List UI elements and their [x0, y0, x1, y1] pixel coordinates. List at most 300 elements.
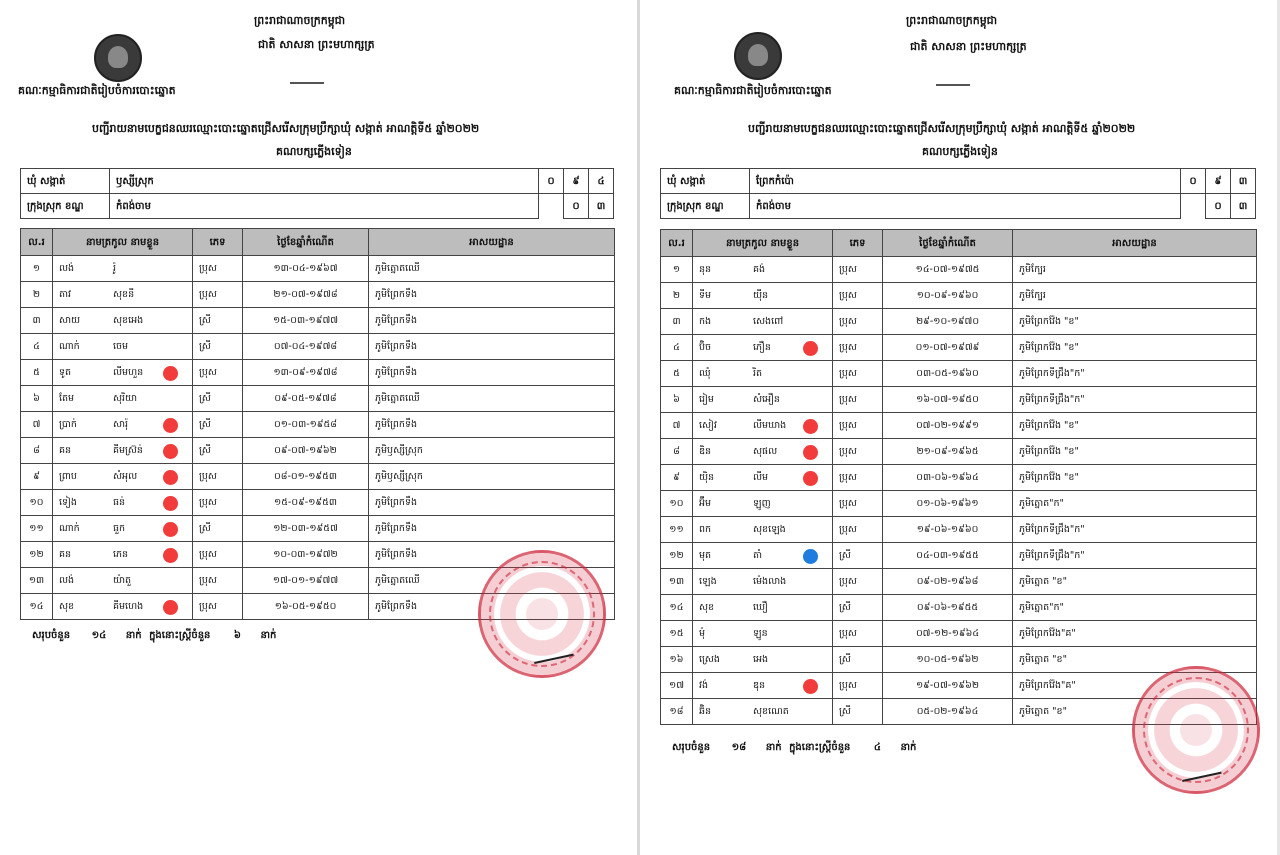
document-title: បញ្ជីរាយនាមបេក្ខជនឈរឈ្មោះបោះឆ្នោតជ្រើសរើសក្រុមប្រឹក្សាឃុំ សង្កាត់ អាណត្តិទី៥ ឆ្នាំ២០២២ [748, 122, 1136, 135]
surname: ប្រាក់ [59, 418, 77, 430]
candidate-name [693, 335, 833, 361]
address: ភូមិត្នោត"ក" [1013, 491, 1257, 517]
address: ភូមិឫស្សីស្រុក [369, 438, 615, 464]
kingdom-heading: ព្រះរាជាណាចក្រកម្ពុជា [906, 14, 998, 27]
date-of-birth: ១៧-០១-១៩៧៧ [243, 568, 369, 594]
sex: ស្រី [833, 699, 883, 725]
candidate-name [53, 282, 193, 308]
red-dot-marker-icon [803, 341, 818, 356]
sex: ប្រុស [193, 594, 243, 620]
address: ភូមិព្រែកវ៉ែង "ខ" [1013, 413, 1257, 439]
red-dot-marker-icon [163, 496, 178, 511]
sex: ស្រី [193, 386, 243, 412]
document-page-right [640, 0, 1277, 855]
motto-heading: ជាតិ សាសនា ព្រះមហាក្សត្រ [910, 40, 1027, 53]
candidate-name [53, 386, 193, 412]
date-of-birth: ០១-០៦-១៩៦១ [883, 491, 1013, 517]
table-row [21, 308, 615, 334]
row-number: ៩ [21, 464, 53, 490]
address: ភូមិព្រែកទឹង [369, 412, 615, 438]
sex: ប្រុស [833, 621, 883, 647]
document-title: បញ្ជីរាយនាមបេក្ខជនឈរឈ្មោះបោះឆ្នោតជ្រើសរើសក្រុមប្រឹក្សាឃុំ សង្កាត់ អាណត្តិទី៥ ឆ្នាំ២០២២ [92, 122, 480, 135]
address: ភូមិព្រែកទឹង [369, 594, 615, 620]
sex: ប្រុស [193, 568, 243, 594]
red-dot-marker-icon [803, 679, 818, 694]
row-number: ១០ [661, 491, 693, 517]
candidate-name [53, 542, 193, 568]
table-row [21, 464, 615, 490]
given-name: គង់ [753, 263, 766, 275]
address: ភូមិក្បែរ [1013, 257, 1257, 283]
row-number: ៥ [661, 361, 693, 387]
given-name: សុខឡេង [753, 523, 786, 535]
document-page-left [0, 0, 637, 855]
date-of-birth: ១២-០៣-១៩៥៧ [243, 516, 369, 542]
district-value: កំពង់ចាម [110, 194, 539, 219]
surname: វង់ [699, 679, 709, 691]
date-of-birth: ០៩-០៥-១៩៧៨ [243, 386, 369, 412]
candidate-name [693, 543, 833, 569]
date-of-birth: ០៣-០៥-១៩៦០ [883, 361, 1013, 387]
sex: ប្រុស [833, 283, 883, 309]
given-name: សេងពៅ [753, 315, 784, 327]
surname: ពក [699, 523, 712, 535]
candidate-table [660, 229, 1257, 725]
surname: ទូត [59, 366, 72, 378]
table-row [661, 465, 1257, 491]
surname: តាវ [59, 288, 72, 300]
table-row [661, 517, 1257, 543]
row-number: ៩ [661, 465, 693, 491]
row-number: ១៧ [661, 673, 693, 699]
surname: ឈុំ [699, 367, 711, 379]
surname: ម៉ុ [699, 627, 706, 639]
candidate-name [693, 361, 833, 387]
candidate-name [693, 569, 833, 595]
sex: ប្រុស [833, 257, 883, 283]
surname: ណាក់ [59, 340, 80, 352]
column-header-address: អាសយដ្ឋាន [1013, 230, 1257, 257]
surname: គន [59, 548, 72, 560]
row-number: ៥ [21, 360, 53, 386]
summary-unit: នាក់ [765, 742, 782, 753]
given-name: គីមហេង [113, 600, 144, 612]
surname: ទីម [699, 289, 712, 301]
date-of-birth: ២៩-១០-១៩៧០ [883, 309, 1013, 335]
row-number: ៦ [661, 387, 693, 413]
date-of-birth: ០៧-០២-១៩៩១ [883, 413, 1013, 439]
table-row [661, 595, 1257, 621]
date-of-birth: ១០-០៩-១៩៦០ [883, 283, 1013, 309]
address: ភូមិត្នោតឈើ [369, 568, 615, 594]
sex: ស្រី [193, 412, 243, 438]
address: ភូមិព្រែកទឹង [369, 360, 615, 386]
sex: ស្រី [833, 543, 883, 569]
given-name: គីមស្រ៊ន់ [113, 444, 143, 456]
sex: ប្រុស [833, 439, 883, 465]
address: ភូមិត្នោតឈើ [369, 386, 615, 412]
surname: ឡេង [699, 575, 717, 587]
candidate-name [53, 594, 193, 620]
sex: ប្រុស [833, 673, 883, 699]
table-row [661, 283, 1257, 309]
table-row [661, 309, 1257, 335]
given-name: រិត [753, 367, 763, 379]
address: ភូមិព្រែកវ៉ែង "ខ" [1013, 335, 1257, 361]
address: ភូមិព្រែកទីជ្រឹង"ក" [1013, 543, 1257, 569]
table-row [21, 282, 615, 308]
candidate-name [53, 516, 193, 542]
table-row [21, 412, 615, 438]
column-header-dob: ថ្ងៃខែឆ្នាំកំណើត [883, 230, 1013, 257]
summary-unit: នាក់ [125, 630, 142, 641]
given-name: ម៉េងលាង [753, 575, 787, 587]
candidate-name [693, 465, 833, 491]
surname: យ៉ិន [699, 471, 715, 483]
address: ភូមិព្រែកទឹង [369, 282, 615, 308]
district-label: ក្រុងស្រុក ខណ្ឌ [21, 194, 110, 219]
summary-line [32, 628, 276, 643]
row-number: ១៨ [661, 699, 693, 725]
date-of-birth: ១៦-០៧-១៩៥០ [883, 387, 1013, 413]
given-name: សុខអេង [113, 314, 144, 326]
address: ភូមិត្នោតឈើ [369, 256, 615, 282]
commission-name: គណៈកម្មាធិការជាតិរៀបចំការបោះឆ្នោត [18, 84, 176, 97]
table-row [661, 335, 1257, 361]
surname: រៀម [699, 393, 714, 405]
row-number: ១៣ [661, 569, 693, 595]
candidate-name [693, 647, 833, 673]
sex: ស្រី [193, 308, 243, 334]
surname: មុត [699, 549, 712, 561]
sex: ប្រុស [833, 465, 883, 491]
surname: ស្រេង [699, 653, 720, 665]
commune-code-digit: ៩ [1206, 169, 1231, 194]
sex: ប្រុស [193, 490, 243, 516]
summary-line [672, 740, 916, 755]
table-row [661, 621, 1257, 647]
table-row [661, 647, 1257, 673]
row-number: ៨ [661, 439, 693, 465]
candidate-name [693, 699, 833, 725]
candidate-name [693, 595, 833, 621]
red-dot-marker-icon [803, 471, 818, 486]
candidate-name [53, 360, 193, 386]
candidate-name [693, 309, 833, 335]
address: ភូមិត្នោត"ក" [1013, 595, 1257, 621]
table-row [661, 387, 1257, 413]
address: ភូមិព្រែកវ៉ែង "ខ" [1013, 309, 1257, 335]
sex: ប្រុស [833, 387, 883, 413]
empty-cell [1181, 194, 1206, 219]
red-dot-marker-icon [803, 419, 818, 434]
candidate-name [693, 439, 833, 465]
column-header-sex: ភេទ [193, 229, 243, 256]
party-name: គណបក្សភ្លើងទៀន [276, 145, 352, 158]
candidate-name [53, 568, 193, 594]
date-of-birth: ១៩-០៧-១៩៦២ [883, 673, 1013, 699]
given-name: យ៉ាតួ [113, 574, 132, 586]
red-dot-marker-icon [163, 600, 178, 615]
row-number: ១២ [661, 543, 693, 569]
date-of-birth: ១៩-០៦-១៩៦០ [883, 517, 1013, 543]
given-name: ភឿន [753, 341, 771, 353]
address: ភូមិព្រែកវ៉ែង"គ" [1013, 673, 1257, 699]
date-of-birth: ១៣-០៤-១៩៦៧ [243, 256, 369, 282]
row-number: ១៣ [21, 568, 53, 594]
surname: សៀវ [699, 419, 717, 431]
party-name: គណបក្សភ្លើងទៀន [922, 145, 998, 158]
sex: ស្រី [193, 334, 243, 360]
row-number: ២ [661, 283, 693, 309]
candidate-name [693, 413, 833, 439]
date-of-birth: ០៩-០៦-១៩៥៥ [883, 595, 1013, 621]
district-value: កំពង់ចាម [750, 194, 1181, 219]
national-emblem-icon [94, 34, 142, 82]
surname: គន [59, 444, 72, 456]
commune-code-digit: ៤ [589, 169, 614, 194]
given-name: សុខនី [113, 288, 135, 300]
summary-female-label: ក្នុងនោះស្ត្រីចំនួន [149, 630, 211, 641]
summary-total: ១៤ [91, 630, 107, 641]
sex: ប្រុស [833, 413, 883, 439]
address: ភូមិព្រែកទីជ្រឹង"ក" [1013, 361, 1257, 387]
summary-unit: នាក់ [260, 630, 277, 641]
column-header-dob: ថ្ងៃខែឆ្នាំកំណើត [243, 229, 369, 256]
date-of-birth: ១០-០៥-១៩៦២ [883, 647, 1013, 673]
date-of-birth: ០៧-១២-១៩៦៤ [883, 621, 1013, 647]
sex: ស្រី [833, 595, 883, 621]
table-row [661, 257, 1257, 283]
commune-label: ឃុំ សង្កាត់ [661, 169, 750, 194]
given-name: លីមឃាង [753, 419, 787, 431]
commune-label: ឃុំ សង្កាត់ [21, 169, 110, 194]
given-name: សំអឿន [753, 393, 780, 405]
national-emblem-icon [734, 32, 782, 80]
candidate-name [693, 673, 833, 699]
date-of-birth: ១៦-០៥-១៩៥០ [243, 594, 369, 620]
row-number: ១១ [661, 517, 693, 543]
date-of-birth: ១៣-០៩-១៩៧៨ [243, 360, 369, 386]
red-dot-marker-icon [163, 418, 178, 433]
address: ភូមិក្បែរ [1013, 283, 1257, 309]
sex: ស្រី [193, 438, 243, 464]
column-header-name: នាមត្រកូល នាមខ្លួន [693, 230, 833, 257]
candidate-name [53, 412, 193, 438]
commune-code-digit: ០ [539, 169, 564, 194]
kingdom-heading: ព្រះរាជាណាចក្រកម្ពុជា [254, 14, 346, 27]
surname: អ៊ឹម [699, 497, 712, 509]
table-row [661, 543, 1257, 569]
sex: ស្រី [833, 647, 883, 673]
given-name: ឡូន [753, 627, 768, 639]
date-of-birth: ០៧-០៤-១៩៧៨ [243, 334, 369, 360]
column-header-sex: ភេទ [833, 230, 883, 257]
surname: សុខ [59, 600, 75, 612]
red-dot-marker-icon [163, 366, 178, 381]
given-name: ឌុន [753, 679, 766, 691]
candidate-name [693, 621, 833, 647]
district-code-digit: ៣ [589, 194, 614, 219]
given-name: ធន់ [113, 496, 126, 508]
district-code-digit: ០ [1206, 194, 1231, 219]
surname: នុន [699, 263, 712, 275]
candidate-name [53, 334, 193, 360]
address: ភូមិឫស្សីស្រុក [369, 464, 615, 490]
table-row [661, 361, 1257, 387]
given-name: ឡូញ [753, 497, 771, 509]
table-row [661, 569, 1257, 595]
given-name: អេង [753, 653, 769, 665]
address: ភូមិត្នោត "ខ" [1013, 647, 1257, 673]
given-name: លីមហួន [113, 366, 144, 378]
date-of-birth: ១៥-០៩-១៩៥៣ [243, 490, 369, 516]
row-number: ១ [21, 256, 53, 282]
date-of-birth: ០៩-០៧-១៩៦២ [243, 438, 369, 464]
row-number: ១ [661, 257, 693, 283]
given-name: ឃឿ [753, 601, 768, 613]
surname: ណាក់ [59, 522, 80, 534]
candidate-name [693, 517, 833, 543]
row-number: ១០ [21, 490, 53, 516]
row-number: ៤ [661, 335, 693, 361]
red-dot-marker-icon [163, 548, 178, 563]
surname: កង [699, 315, 712, 327]
red-dot-marker-icon [163, 522, 178, 537]
sex: ស្រី [193, 516, 243, 542]
sex: ប្រុស [833, 517, 883, 543]
given-name: យ៉ីន [753, 289, 769, 301]
sex: ប្រុស [193, 464, 243, 490]
given-name: រ៉ូ [113, 262, 117, 274]
row-number: ១១ [21, 516, 53, 542]
surname: ព្រាប [59, 470, 77, 482]
address: ភូមិព្រែកវ៉ែង "ខ" [1013, 465, 1257, 491]
address: ភូមិត្នោត "ខ" [1013, 699, 1257, 725]
date-of-birth: ១៤-០៧-១៩៧៥ [883, 257, 1013, 283]
address: ភូមិព្រែកវ៉ែង "ខ" [1013, 439, 1257, 465]
date-of-birth: ០៩-០២-១៩៦៨ [883, 569, 1013, 595]
given-name: ធួក [113, 522, 126, 534]
empty-cell [539, 194, 564, 219]
given-name: ចេម [113, 340, 129, 352]
blue-dot-marker-icon [803, 549, 818, 564]
sex: ប្រុស [833, 309, 883, 335]
surname: ទៀង [59, 496, 77, 508]
table-row [661, 439, 1257, 465]
row-number: ៨ [21, 438, 53, 464]
commune-value: ឫស្សីស្រុក [110, 169, 539, 194]
row-number: ១២ [21, 542, 53, 568]
summary-total-label: សរុបចំនួន [32, 630, 71, 641]
commune-code-digit: ០ [1181, 169, 1206, 194]
row-number: ៧ [661, 413, 693, 439]
given-name: សុខណេត [753, 705, 789, 717]
column-header-address: អាសយដ្ឋាន [369, 229, 615, 256]
ornament-divider [936, 84, 970, 86]
column-header-number: ល.រ [21, 229, 53, 256]
address: ភូមិត្នោត "ខ" [1013, 569, 1257, 595]
surname: ឆ៊ិន [699, 705, 712, 717]
table-row [21, 386, 615, 412]
date-of-birth: ០៥-០២-១៩៦៤ [883, 699, 1013, 725]
row-number: ១៦ [661, 647, 693, 673]
column-header-name: នាមត្រកូល នាមខ្លួន [53, 229, 193, 256]
location-table [20, 168, 614, 219]
sex: ប្រុស [193, 282, 243, 308]
summary-female: ៦ [233, 630, 241, 641]
row-number: ៣ [661, 309, 693, 335]
candidate-name [693, 257, 833, 283]
surname: ឌិន [699, 445, 712, 457]
red-dot-marker-icon [803, 445, 818, 460]
district-label: ក្រុងស្រុក ខណ្ឌ [661, 194, 750, 219]
row-number: ២ [21, 282, 53, 308]
surname: សុខ [699, 601, 715, 613]
sex: ប្រុស [193, 360, 243, 386]
date-of-birth: ០៣-០៦-១៩៦៤ [883, 465, 1013, 491]
table-row [661, 491, 1257, 517]
table-row [21, 256, 615, 282]
candidate-name [53, 490, 193, 516]
table-row [21, 360, 615, 386]
sex: ប្រុស [193, 256, 243, 282]
commune-value: ព្រែកកំប៉ោ [750, 169, 1181, 194]
surname: លង់ [59, 262, 75, 274]
address: ភូមិព្រែកទឹង [369, 516, 615, 542]
date-of-birth: ១០-០៣-១៩៧២ [243, 542, 369, 568]
commission-name: គណៈកម្មាធិការជាតិរៀបចំការបោះឆ្នោត [674, 84, 832, 97]
row-number: ៤ [21, 334, 53, 360]
table-row [21, 490, 615, 516]
candidate-name [53, 464, 193, 490]
date-of-birth: ១៥-០៣-១៩៧៧ [243, 308, 369, 334]
table-row [661, 413, 1257, 439]
address: ភូមិព្រែកទឹង [369, 490, 615, 516]
row-number: ៣ [21, 308, 53, 334]
candidate-name [53, 308, 193, 334]
given-name: សំអុល [113, 470, 138, 482]
table-row [21, 438, 615, 464]
row-number: ៦ [21, 386, 53, 412]
surname: ប៊ិច [699, 341, 712, 353]
summary-total: ១៨ [731, 742, 747, 753]
district-code-digit: ៣ [1231, 194, 1256, 219]
address: ភូមិព្រែកទីជ្រឹង"ក" [1013, 387, 1257, 413]
surname: តែម [59, 392, 75, 404]
address: ភូមិព្រែកទឹង [369, 308, 615, 334]
surname: សាយ [59, 314, 81, 326]
date-of-birth: ២១-០៩-១៩៦៥ [883, 439, 1013, 465]
date-of-birth: ០១-០៧-១៩៧៩ [883, 335, 1013, 361]
address: ភូមិព្រែកទឹង [369, 542, 615, 568]
location-table [660, 168, 1256, 219]
sex: ប្រុស [833, 361, 883, 387]
district-code-digit: ០ [564, 194, 589, 219]
address: ភូមិព្រែកវ៉ែង"គ" [1013, 621, 1257, 647]
given-name: សុរិយា [113, 392, 138, 404]
commune-code-digit: ៩ [564, 169, 589, 194]
row-number: ១៥ [661, 621, 693, 647]
candidate-name [53, 256, 193, 282]
summary-female-label: ក្នុងនោះស្ត្រីចំនួន [789, 742, 851, 753]
motto-heading: ជាតិ សាសនា ព្រះមហាក្សត្រ [258, 38, 375, 51]
ornament-divider [290, 82, 324, 84]
address: ភូមិព្រែកទីជ្រឹង"ក" [1013, 517, 1257, 543]
given-name: សុផល [753, 445, 778, 457]
date-of-birth: ០៨-០១-១៩៥៣ [243, 464, 369, 490]
surname: លង់ [59, 574, 75, 586]
